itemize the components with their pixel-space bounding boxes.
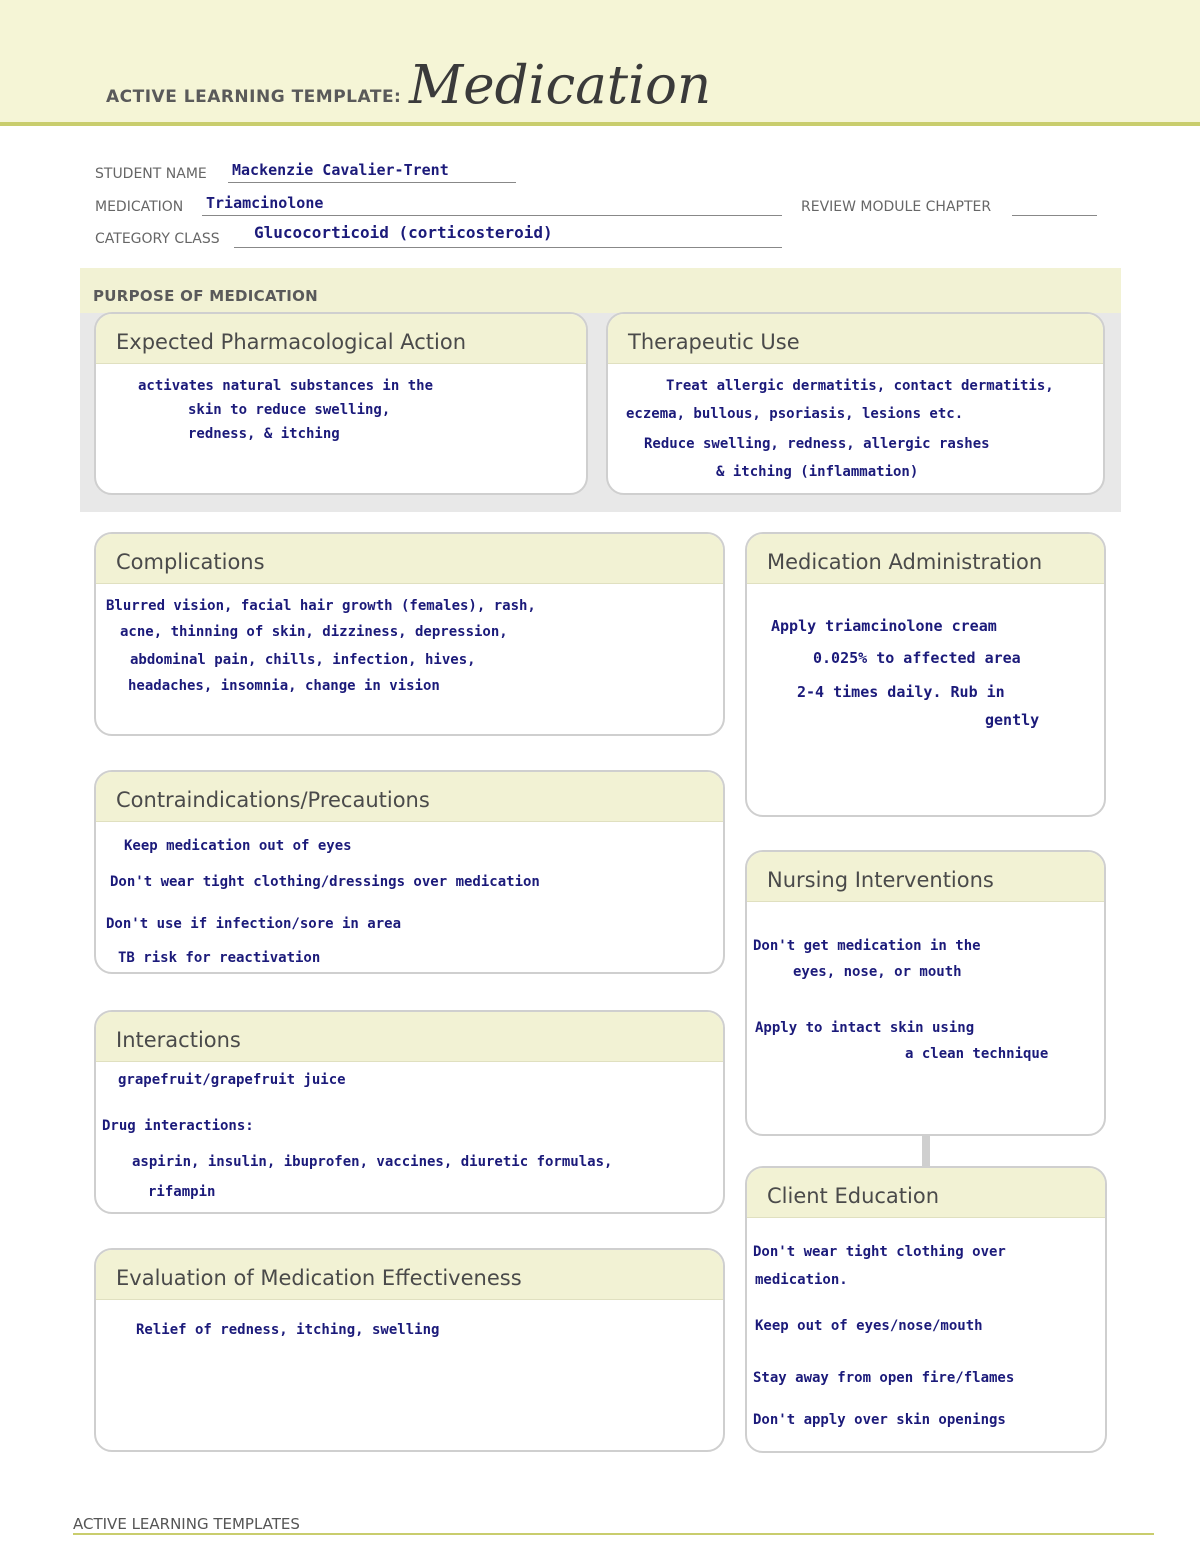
med-admin-line: 0.025% to affected area [813, 649, 1021, 667]
student-name-line [228, 182, 516, 183]
contraindications-line: Keep medication out of eyes [124, 838, 352, 854]
purpose-title: PURPOSE OF MEDICATION [93, 287, 319, 305]
nursing-box [745, 850, 1106, 1136]
expected-action-line: redness, & itching [188, 426, 340, 442]
footer-rule [73, 1533, 1154, 1535]
contraindications-line: Don't wear tight clothing/dressings over medication [110, 874, 540, 890]
template-title: Medication [409, 55, 712, 116]
nursing-line: a clean technique [905, 1046, 1049, 1062]
interactions-box [94, 1010, 725, 1214]
expected-action-line: activates natural substances in the [138, 378, 434, 394]
complications-line: Blurred vision, facial hair growth (females), rash, [106, 598, 536, 614]
evaluation-box [94, 1248, 725, 1452]
med-admin-line: gently [985, 711, 1040, 729]
medication-value[interactable]: Triamcinolone [206, 194, 324, 212]
therapeutic-use-line: eczema, bullous, psoriasis, lesions etc. [626, 406, 964, 422]
review-module-label: REVIEW MODULE CHAPTER [801, 199, 992, 215]
nursing-title: Nursing Interventions [747, 852, 1104, 902]
client-ed-line: Don't apply over skin openings [753, 1412, 1006, 1428]
nursing-line: eyes, nose, or mouth [793, 964, 962, 980]
therapeutic-use-line: Treat allergic dermatitis, contact dermatitis, [666, 378, 1054, 394]
med-admin-line: Apply triamcinolone cream [771, 617, 997, 635]
nursing-line: Don't get medication in the [753, 938, 981, 954]
therapeutic-use-line: Reduce swelling, redness, allergic rashes [644, 436, 990, 452]
nursing-line: Apply to intact skin using [755, 1020, 975, 1036]
complications-title: Complications [96, 534, 723, 584]
complications-box [94, 532, 725, 736]
expected-action-line: skin to reduce swelling, [188, 402, 391, 418]
complications-line: abdominal pain, chills, infection, hives, [130, 652, 476, 668]
evaluation-title: Evaluation of Medication Effectiveness [96, 1250, 723, 1300]
med-admin-title: Medication Administration [747, 534, 1104, 584]
interactions-title: Interactions [96, 1012, 723, 1062]
medication-line [202, 215, 782, 216]
template-label: ACTIVE LEARNING TEMPLATE: [106, 87, 402, 107]
contraindications-line: Don't use if infection/sore in area [106, 916, 402, 932]
footer-label: ACTIVE LEARNING TEMPLATES [73, 1515, 300, 1533]
category-class-line [234, 247, 782, 248]
client-ed-box [745, 1166, 1107, 1453]
contraindications-box [94, 770, 725, 974]
connector-bar [922, 1134, 930, 1168]
medication-label: MEDICATION [95, 199, 184, 215]
interactions-line: Drug interactions: [102, 1118, 254, 1134]
client-ed-line: Stay away from open fire/flames [753, 1370, 1015, 1386]
client-ed-line: medication. [755, 1272, 848, 1288]
contraindications-title: Contraindications/Precautions [96, 772, 723, 822]
therapeutic-use-line: & itching (inflammation) [716, 464, 919, 480]
header-rule [0, 122, 1200, 126]
evaluation-line: Relief of redness, itching, swelling [136, 1322, 440, 1338]
review-module-line [1012, 215, 1097, 216]
contraindications-line: TB risk for reactivation [118, 950, 321, 966]
med-admin-box [745, 532, 1106, 817]
therapeutic-use-box [606, 312, 1105, 495]
interactions-line: rifampin [148, 1184, 216, 1200]
category-class-value[interactable]: Glucocorticoid (corticosteroid) [254, 223, 553, 242]
client-ed-line: Don't wear tight clothing over [753, 1244, 1006, 1260]
category-class-label: CATEGORY CLASS [95, 231, 220, 247]
student-name-value[interactable]: Mackenzie Cavalier-Trent [232, 161, 449, 179]
expected-action-box [94, 312, 588, 495]
interactions-line: grapefruit/grapefruit juice [118, 1072, 346, 1088]
student-name-label: STUDENT NAME [95, 166, 207, 182]
client-ed-line: Keep out of eyes/nose/mouth [755, 1318, 983, 1334]
expected-action-title: Expected Pharmacological Action [96, 314, 586, 364]
med-admin-line: 2-4 times daily. Rub in [797, 683, 1005, 701]
therapeutic-use-title: Therapeutic Use [608, 314, 1103, 364]
client-ed-title: Client Education [747, 1168, 1105, 1218]
complications-line: acne, thinning of skin, dizziness, depression, [120, 624, 508, 640]
interactions-line: aspirin, insulin, ibuprofen, vaccines, diuretic formulas, [132, 1154, 613, 1170]
complications-line: headaches, insomnia, change in vision [128, 678, 440, 694]
